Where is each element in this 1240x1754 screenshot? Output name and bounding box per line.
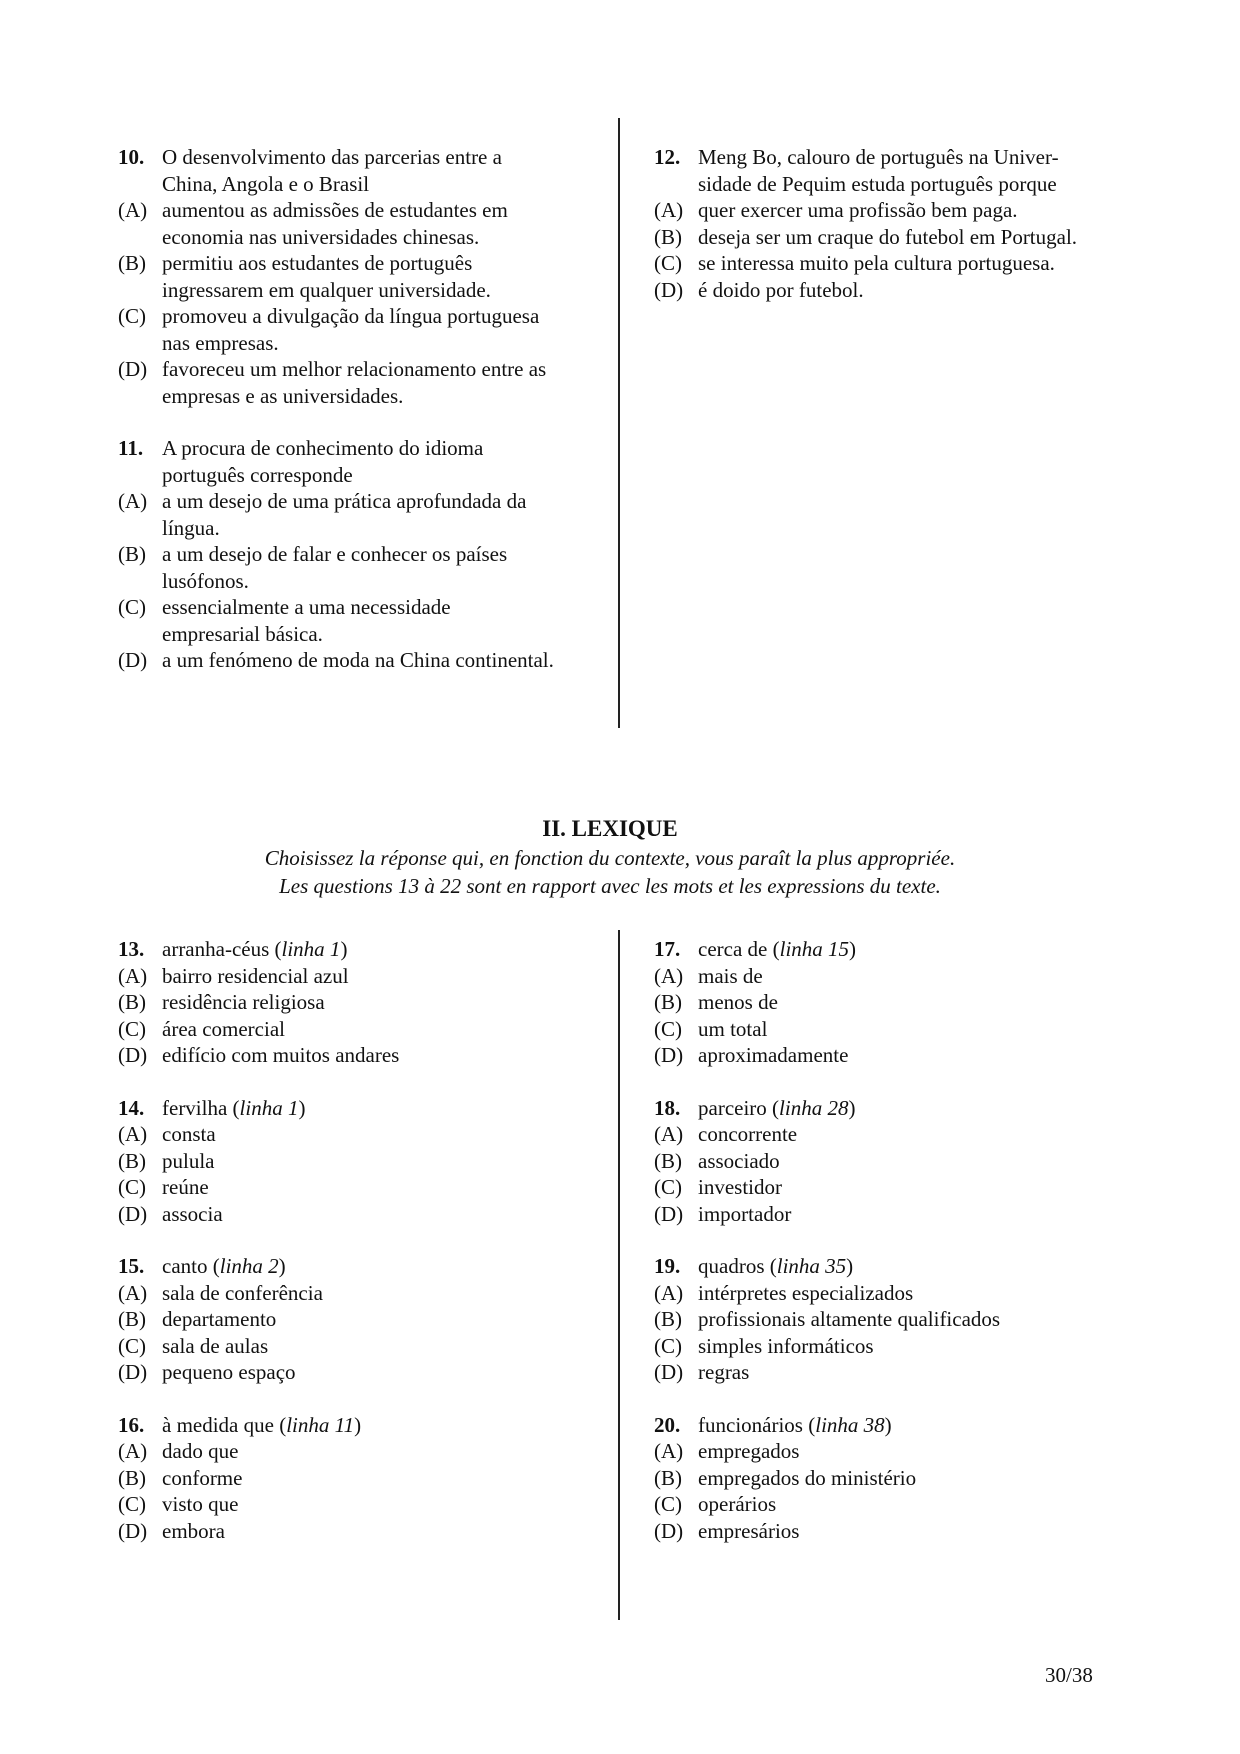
question-word: arranha-céus xyxy=(162,937,270,961)
question-word: cerca de xyxy=(698,937,768,961)
option-label: (A) xyxy=(654,1280,684,1305)
line-reference: linha 28 xyxy=(779,1095,849,1120)
option-label: (A) xyxy=(654,963,684,988)
option-text: empresarial básica. xyxy=(162,621,323,646)
option-label: (C) xyxy=(118,1333,146,1358)
question-word: fervilha xyxy=(162,1095,228,1120)
question-number: 16. xyxy=(118,1412,145,1437)
option-text: ingressarem em qualquer universidade. xyxy=(162,277,491,302)
option-text: empregados xyxy=(698,1439,800,1463)
option-text: promoveu a divulgação da língua portuguesa xyxy=(162,304,540,328)
line-reference: linha 38 xyxy=(815,1412,885,1437)
option-text: aumentou as admissões de estudantes em xyxy=(162,198,508,222)
question-14: 14. fervilha (linha 1) (A) consta (B) pulula (C) reúne (D) associa xyxy=(118,1095,594,1228)
option-text: investidor xyxy=(698,1175,782,1199)
option-label: (C) xyxy=(118,1492,146,1516)
question-number: 12. xyxy=(654,145,681,169)
option-text: aproximadamente xyxy=(698,1043,849,1067)
option-label: (A) xyxy=(654,198,684,222)
option-label: (A) xyxy=(118,1280,148,1305)
option-text: a um desejo de uma prática aprofundada da xyxy=(162,489,527,513)
question-18: 18. parceiro (linha 28) (A) concorrente (B) associado (C) investidor (D) importador xyxy=(654,1095,1120,1228)
line-reference: linha 35 xyxy=(776,1254,847,1278)
option-label: (B) xyxy=(118,542,146,566)
option-text: concorrente xyxy=(698,1122,798,1146)
option-label: (C) xyxy=(654,251,682,275)
option-label: (A) xyxy=(118,1122,148,1146)
option-label: (C) xyxy=(654,1175,682,1199)
option-text: sala de aulas xyxy=(162,1333,269,1358)
option-label: (A) xyxy=(654,1122,684,1146)
line-reference: linha 11 xyxy=(286,1412,355,1437)
option-label: (B) xyxy=(654,224,682,249)
option-label: (C) xyxy=(118,1016,146,1041)
option-text: área comercial xyxy=(162,1016,285,1041)
option-text: a um desejo de falar e conhecer os países xyxy=(162,542,508,566)
option-text: associado xyxy=(698,1148,780,1173)
option-label: (D) xyxy=(654,277,684,302)
question-number: 20. xyxy=(654,1412,681,1437)
question-word: funcionários xyxy=(698,1412,803,1437)
option-label: (C) xyxy=(118,304,146,328)
option-text: embora xyxy=(162,1518,225,1543)
option-label: (C) xyxy=(654,1333,682,1358)
question-15: 15. canto (linha 2) (A) sala de conferência (B) departamento (C) sala de aulas (D) pequeno espaço xyxy=(118,1253,594,1386)
question-number: 15. xyxy=(118,1254,145,1278)
line-reference: linha 1 xyxy=(239,1095,299,1120)
option-label: (A) xyxy=(118,1439,148,1463)
question-stem: O desenvolvimento das parcerias entre a xyxy=(162,145,502,169)
option-label: (D) xyxy=(654,1360,684,1384)
option-text: importador xyxy=(698,1201,792,1226)
option-label: (B) xyxy=(654,1307,682,1331)
question-20: 20. funcionários (linha 38) (A) empregados (B) empregados do ministério (C) operários (D) empresários xyxy=(654,1412,1120,1545)
option-label: (D) xyxy=(118,1043,148,1067)
option-text: visto que xyxy=(162,1492,239,1516)
page-number: 30/38 xyxy=(1045,1663,1093,1687)
question-stem: sidade de Pequim estuda português porque xyxy=(698,171,1057,196)
option-text: dado que xyxy=(162,1439,239,1463)
section-title: II. LEXIQUE xyxy=(542,816,678,841)
option-text: um total xyxy=(698,1016,768,1041)
question-number: 19. xyxy=(654,1254,681,1278)
option-label: (B) xyxy=(118,251,146,275)
lexique-left-column xyxy=(118,936,594,1570)
option-label: (D) xyxy=(654,1201,684,1226)
option-text: quer exercer uma profissão bem paga. xyxy=(698,198,1018,222)
option-text: operários xyxy=(698,1492,777,1516)
option-label: (C) xyxy=(118,1175,146,1199)
section-instruction: Choisissez la réponse qui, en fonction du contexte, vous paraît la plus appropriée. xyxy=(264,846,956,870)
question-stem: China, Angola e o Brasil xyxy=(162,171,370,196)
question-number: 18. xyxy=(654,1095,681,1120)
option-label: (A) xyxy=(118,198,148,222)
column-divider-bottom xyxy=(618,930,620,1620)
option-text: regras xyxy=(698,1360,750,1384)
option-text: residência religiosa xyxy=(162,990,325,1014)
option-label: (B) xyxy=(118,1307,146,1331)
option-text: edifício com muitos andares xyxy=(162,1043,400,1067)
option-label: (D) xyxy=(118,357,148,381)
option-label: (D) xyxy=(118,648,148,672)
option-text: mais de xyxy=(698,963,763,988)
top-left-column xyxy=(118,144,594,700)
option-text: deseja ser um craque do futebol em Portugal. xyxy=(698,224,1078,249)
option-text: lusófonos. xyxy=(162,568,249,593)
option-label: (B) xyxy=(654,1148,682,1173)
option-text: reúne xyxy=(162,1175,209,1199)
option-text: empresários xyxy=(698,1518,800,1543)
question-number: 14. xyxy=(118,1095,145,1120)
option-text: simples informáticos xyxy=(698,1333,874,1358)
column-divider-top xyxy=(618,118,620,728)
option-text: consta xyxy=(162,1122,216,1146)
option-label: (A) xyxy=(118,963,148,988)
line-reference: linha 1 xyxy=(281,937,341,961)
option-text: departamento xyxy=(162,1307,277,1331)
option-label: (D) xyxy=(654,1518,684,1543)
option-label: (D) xyxy=(118,1360,148,1384)
question-10 xyxy=(118,144,594,409)
option-label: (B) xyxy=(118,990,146,1014)
option-text: é doido por futebol. xyxy=(698,277,864,302)
question-word: quadros xyxy=(698,1254,765,1278)
question-number: 10. xyxy=(118,145,145,169)
section-header xyxy=(150,814,1070,900)
option-label: (B) xyxy=(654,1465,682,1490)
option-text: língua. xyxy=(162,515,220,540)
question-12 xyxy=(654,144,1120,303)
option-label: (C) xyxy=(654,1016,682,1041)
option-label: (A) xyxy=(118,489,148,513)
option-text: economia nas universidades chinesas. xyxy=(162,224,480,249)
option-label: (D) xyxy=(654,1043,684,1067)
option-text: pequeno espaço xyxy=(162,1360,296,1384)
question-number: 13. xyxy=(118,937,145,961)
option-text: empregados do ministério xyxy=(698,1465,917,1490)
question-word: à medida que xyxy=(162,1412,274,1437)
question-stem: Meng Bo, calouro de português na Univer- xyxy=(698,145,1059,169)
question-stem: português corresponde xyxy=(162,462,353,487)
question-17: 17. cerca de (linha 15) (A) mais de (B) menos de (C) um total (D) aproximadamente xyxy=(654,936,1120,1069)
option-text: bairro residencial azul xyxy=(162,963,349,988)
top-right-column xyxy=(654,144,1120,329)
question-16: 16. à medida que (linha 11) (A) dado que (B) conforme (C) visto que (D) embora xyxy=(118,1412,594,1545)
question-11 xyxy=(118,435,594,674)
question-stem: A procura de conhecimento do idioma xyxy=(162,436,484,460)
option-label: (B) xyxy=(118,1148,146,1173)
option-text: profissionais altamente qualificados xyxy=(698,1307,1001,1331)
question-word: canto xyxy=(162,1254,208,1278)
option-text: sala de conferência xyxy=(162,1280,323,1305)
question-number: 17. xyxy=(654,937,681,961)
option-text: pulula xyxy=(162,1148,215,1173)
question-19: 19. quadros (linha 35) (A) intérpretes especializados (B) profissionais altamente qualificados (C) simples informáticos (D) regras xyxy=(654,1253,1120,1386)
question-word: parceiro xyxy=(698,1095,767,1120)
question-number: 11. xyxy=(118,436,144,460)
option-text: a um fenómeno de moda na China continental. xyxy=(162,648,554,672)
option-label: (D) xyxy=(118,1518,148,1543)
option-label: (C) xyxy=(654,1492,682,1516)
option-text: nas empresas. xyxy=(162,330,279,355)
option-text: favoreceu um melhor relacionamento entre as xyxy=(162,357,547,381)
option-text: menos de xyxy=(698,990,778,1014)
option-label: (B) xyxy=(118,1465,146,1490)
question-13: 13. arranha-céus (linha 1) (A) bairro residencial azul (B) residência religiosa (C) área comercial (D) edifício com muitos andares xyxy=(118,936,594,1069)
option-text: permitiu aos estudantes de português xyxy=(162,251,473,275)
option-text: conforme xyxy=(162,1465,243,1490)
option-label: (D) xyxy=(118,1201,148,1226)
option-label: (B) xyxy=(654,990,682,1014)
option-text: intérpretes especializados xyxy=(698,1280,914,1305)
line-reference: linha 2 xyxy=(219,1254,279,1278)
option-label: (C) xyxy=(118,595,146,619)
option-label: (A) xyxy=(654,1439,684,1463)
section-instruction: Les questions 13 à 22 sont en rapport avec les mots et les expressions du texte. xyxy=(279,874,941,898)
line-reference: linha 15 xyxy=(779,937,850,961)
option-text: empresas e as universidades. xyxy=(162,383,404,408)
lexique-right-column xyxy=(654,936,1120,1570)
option-text: se interessa muito pela cultura portuguesa. xyxy=(698,251,1055,275)
option-text: essencialmente a uma necessidade xyxy=(162,595,451,619)
option-text: associa xyxy=(162,1201,223,1226)
